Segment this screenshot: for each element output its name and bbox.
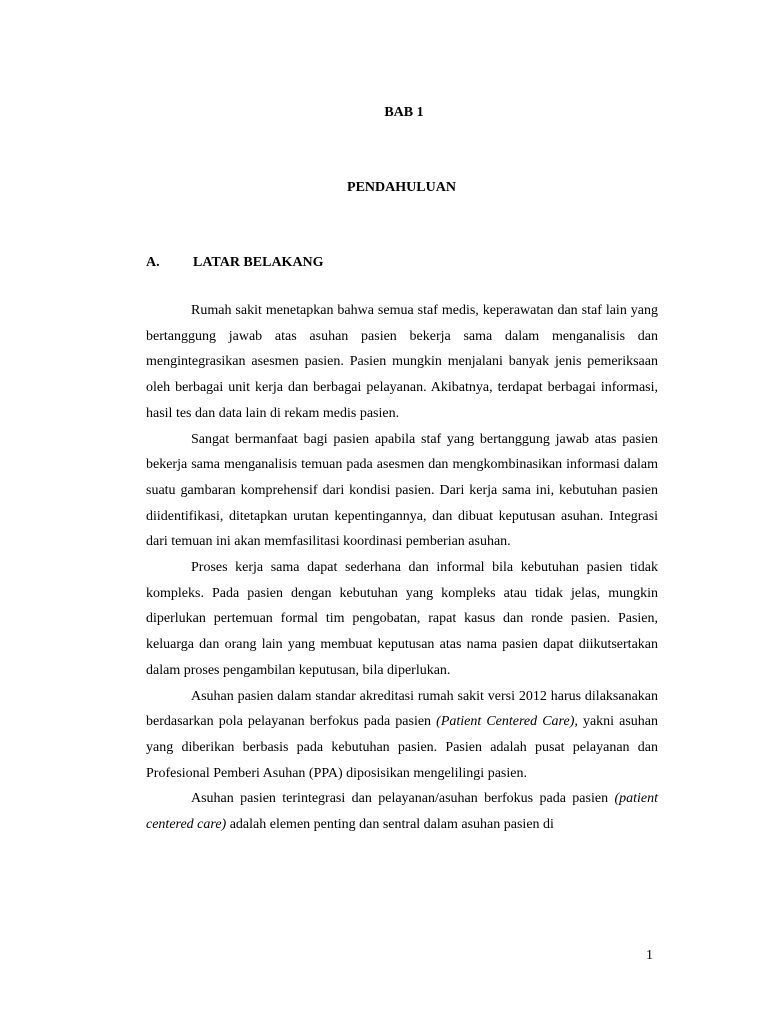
paragraph-text: Asuhan pasien dalam standar akreditasi rumah sakit versi 2012 harus dilaksanakan berdasarkan pola pelayanan berfokus pada pasien xyxy=(146,688,658,730)
body-paragraph xyxy=(146,555,658,684)
paragraph-text: Proses kerja sama dapat sederhana dan informal bila kebutuhan pasien tidak kompleks. Pada pasien dengan kebutuhan yang kompleks atau tidak jelas, mungkin diperlukan pertemuan formal tim pengobatan, rapat kasus dan ronde pasien. Pasien, keluarga dan orang lain yang membuat keputusan atas nama pasien dapat diikutsertakan dalam proses pengambilan keputusan, bila diperlukan. xyxy=(146,560,658,678)
paragraph-text: adalah elemen penting dan sentral dalam asuhan pasien di xyxy=(226,817,554,833)
paragraph-text: Sangat bermanfaat bagi pasien apabila staf yang bertanggung jawab atas pasien bekerja sama menganalisis temuan pada asesmen dan mengkombinasikan informasi dalam suatu gambaran komprehensif dari kondisi pasien. Dari kerja sama ini, kebutuhan pasien diidentifikasi, ditetapkan urutan kepentingannya, dan dibuat keputusan asuhan. Integrasi dari temuan ini akan memfasilitasi koordinasi pemberian asuhan. xyxy=(146,431,658,550)
paragraph-text: yakni asuhan yang diberikan berbasis pada kebutuhan pasien. Pasien adalah pusat pelayanan dan Profesional Pemberi Asuhan (PPA) diposisikan mengelilingi pasien. xyxy=(146,714,659,781)
italic-term: (patient centered care) xyxy=(146,791,658,833)
section-heading xyxy=(146,255,324,271)
paragraph-text: Rumah sakit menetapkan bahwa semua staf medis, keperawatan dan staf lain yang bertanggung jawab atas asuhan pasien bekerja sama dalam menganalisis dan mengintegrasikan asesmen pasien. Pasien mungkin menjalani banyak jenis pemeriksaan oleh berbagai unit kerja dan berbagai pelayanan. Akibatnya, terdapat berbagai informasi, hasil tes dan data lain di rekam medis pasien. xyxy=(146,303,658,421)
page-number: 1 xyxy=(646,948,653,963)
body-paragraph xyxy=(146,786,658,837)
body-text xyxy=(146,298,658,838)
chapter-heading: BAB 1 xyxy=(384,105,424,120)
paragraph-text: Asuhan pasien terintegrasi dan pelayanan/asuhan berfokus pada pasien xyxy=(191,791,615,807)
body-paragraph xyxy=(146,684,658,787)
section-title: LATAR BELAKANG xyxy=(193,255,324,270)
section-letter: A. xyxy=(146,255,160,270)
body-paragraph xyxy=(146,298,658,427)
body-paragraph xyxy=(146,427,658,556)
italic-term: (Patient Centered Care), xyxy=(436,714,578,730)
chapter-title: PENDAHULUAN xyxy=(347,180,456,195)
